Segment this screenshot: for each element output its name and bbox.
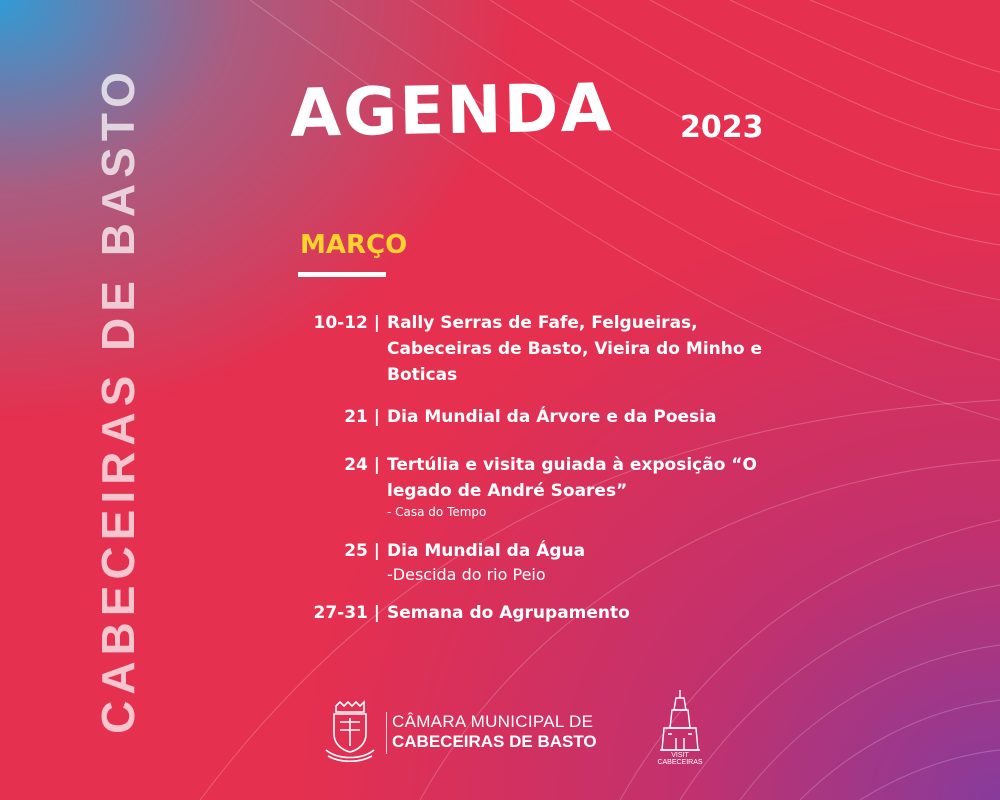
month-underline-divider bbox=[298, 272, 386, 277]
month-heading: MARÇO bbox=[300, 230, 408, 260]
visit-label-line-1: VISIT bbox=[671, 752, 689, 759]
event-title: Tertúlia e visita guiada à exposição “O legado de André Soares” bbox=[387, 455, 757, 501]
event-date: 24 | bbox=[344, 455, 380, 475]
event-date: 10-12 | bbox=[313, 313, 380, 333]
vertical-municipality-title: CABECEIRAS DE BASTO bbox=[92, 66, 144, 734]
event-title: Rally Serras de Fafe, Felgueiras, Cabeceiras de Basto, Vieira do Minho e Boticas bbox=[387, 313, 762, 385]
event-date: 25 | bbox=[344, 541, 380, 561]
event-subtitle: -Descida do rio Peio bbox=[387, 565, 546, 584]
event-title: Dia Mundial da Água bbox=[387, 541, 586, 561]
event-date: 27-31 | bbox=[313, 603, 380, 623]
footer-divider bbox=[386, 712, 387, 754]
municipal-crest-icon bbox=[320, 700, 380, 764]
visit-label-line-2: CABECEIRAS bbox=[657, 759, 703, 766]
page-title: AGENDA bbox=[289, 69, 615, 152]
event-title: Dia Mundial da Árvore e da Poesia bbox=[387, 407, 717, 427]
event-location: - Casa do Tempo bbox=[387, 505, 487, 519]
footer-line-1: CÂMARA MUNICIPAL DE bbox=[392, 712, 594, 731]
event-date: 21 | bbox=[344, 407, 380, 427]
visit-cabeceiras-label bbox=[648, 752, 712, 766]
year-label: 2023 bbox=[680, 110, 764, 145]
footer-line-2: CABECEIRAS DE BASTO bbox=[392, 732, 597, 751]
event-title: Semana do Agrupamento bbox=[387, 603, 630, 623]
